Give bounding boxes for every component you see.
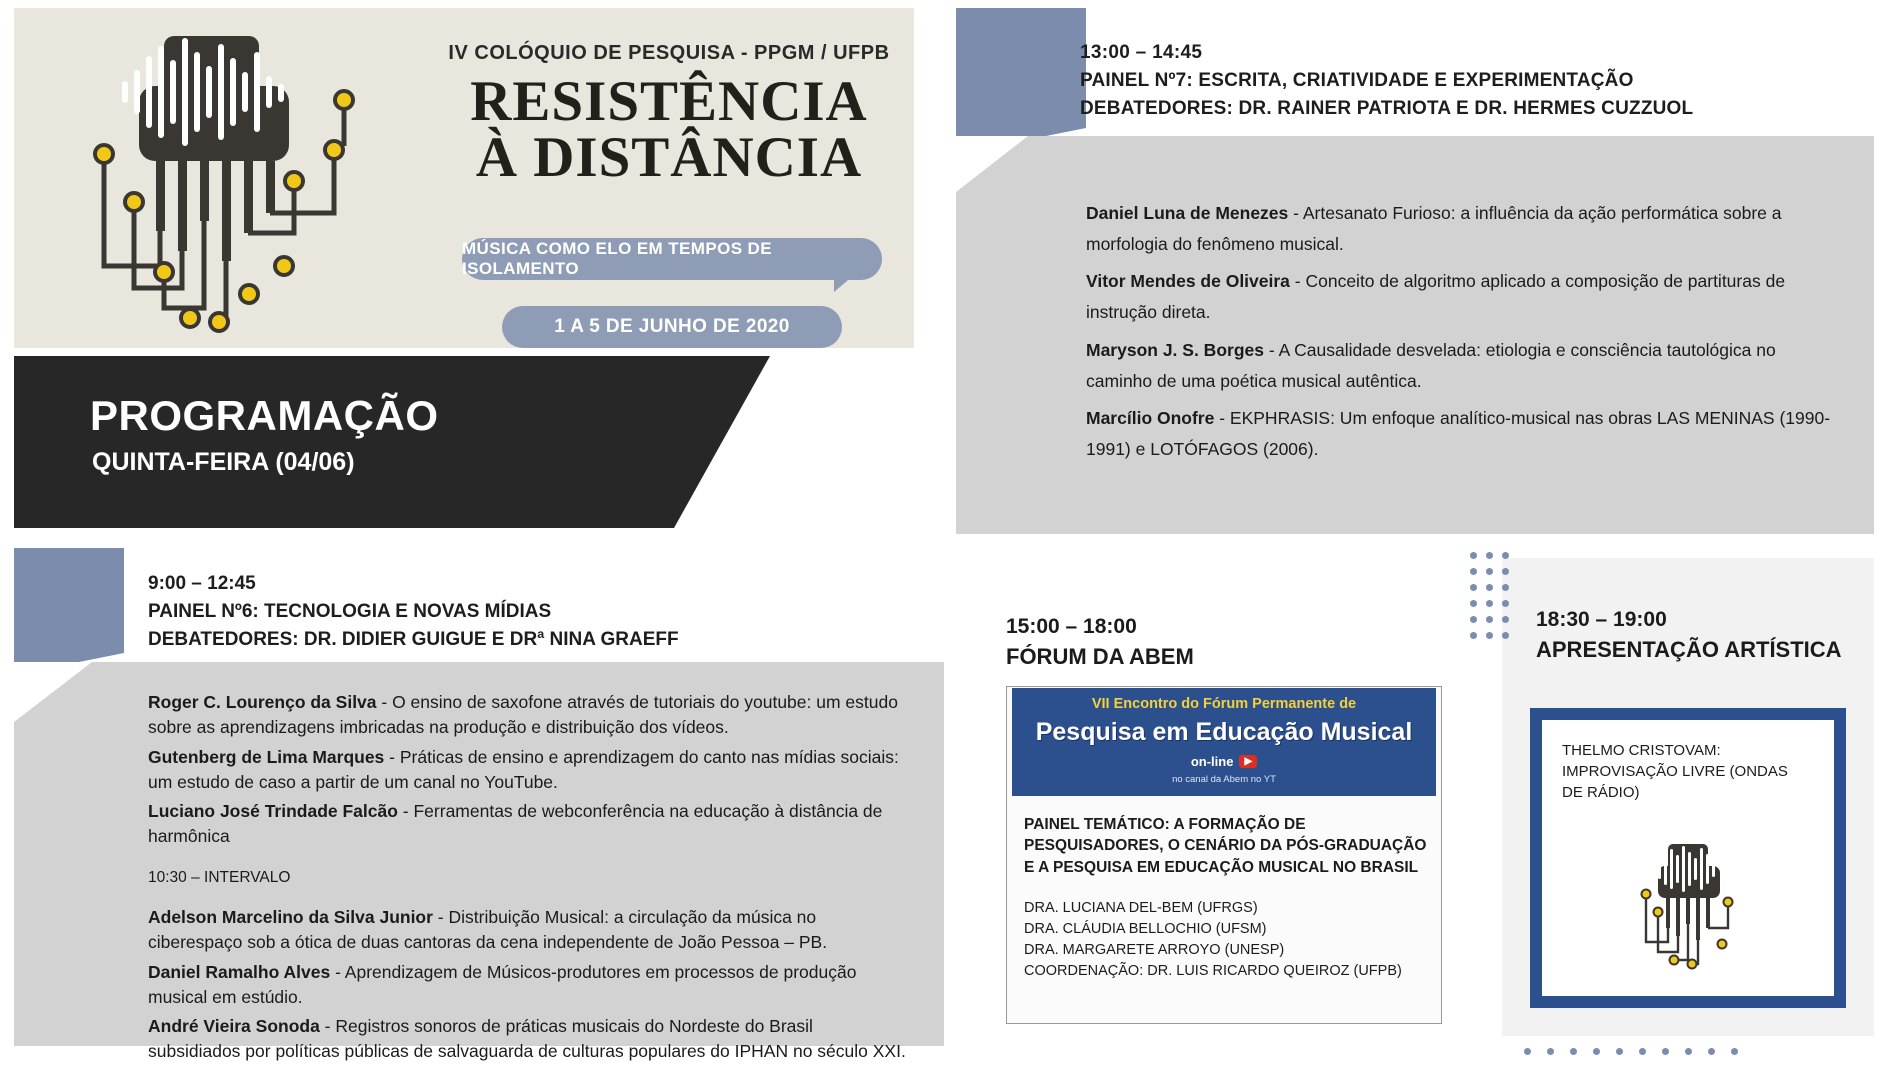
item-text: - Práticas de ensino e aprendizagem do canto nas mídias sociais: um estudo de caso a partir de um canal no YouTube. — [148, 746, 899, 792]
item-author: Daniel Ramalho Alves — [148, 961, 331, 982]
abem-banner-online — [1012, 754, 1436, 769]
artistic-card — [1542, 720, 1834, 996]
abem-theme: PAINEL TEMÁTICO: A FORMAÇÃO DE PESQUISADORES, O CENÁRIO DA PÓS-GRADUAÇÃO E A PESQUISA EM EDUCAÇÃO MUSICAL NO BRASIL — [1024, 816, 1427, 876]
list-item — [1086, 266, 1846, 328]
interval-note: 10:30 – INTERVALO — [148, 869, 291, 887]
item-text: - Distribuição Musical: a circulação da música no ciberespaço sob a ótica de duas cantoras da cena independente de João Pessoa – PB. — [148, 907, 828, 952]
abem-body — [1024, 814, 1428, 982]
item-author: Vitor Mendes de Oliveira — [1086, 271, 1290, 292]
panel6-items — [148, 690, 908, 1069]
item-text: - O ensino de saxofone através de tutoriais do youtube: um estudo sobre as aprendizagens imbricadas na produção e distribuição dos vídeos. — [148, 692, 898, 737]
item-author: Marcílio Onofre — [1086, 407, 1215, 428]
speaker-line: DRA. MARGARETE ARROYO (UNESP) — [1024, 942, 1285, 959]
artistic-time: 18:30 – 19:00 — [1536, 608, 1667, 631]
panel6-debaters-row — [148, 629, 908, 651]
list-item — [148, 690, 908, 740]
speaker-line: DRA. LUCIANA DEL-BEM (UFRGS) — [1024, 900, 1258, 917]
item-author: Gutenberg de Lima Marques — [148, 746, 385, 767]
circuit-music-logo-icon — [44, 26, 404, 336]
panel7-box-wedge — [956, 136, 1028, 192]
program-banner-wedge — [674, 356, 770, 528]
list-item — [148, 1014, 908, 1064]
panel7-items — [1086, 198, 1846, 471]
list-item — [1086, 403, 1846, 465]
list-item — [148, 745, 908, 795]
pill-tail-decoration — [834, 270, 860, 292]
hero-kicker: IV COLÓQUIO DE PESQUISA - PPGM / UFPB — [448, 42, 890, 64]
item-text: - Conceito de algoritmo aplicado a composição de partituras de instrução direta. — [1086, 271, 1786, 323]
item-author: Maryson J. S. Borges — [1086, 339, 1264, 360]
hero-title — [434, 70, 904, 189]
abem-banner-line2: Pesquisa em Educação Musical — [1035, 718, 1413, 746]
hero-banner — [14, 8, 914, 348]
abem-banner-channel: no canal da Abem no YT — [1172, 774, 1276, 785]
item-author: Daniel Luna de Menezes — [1086, 203, 1289, 223]
item-text: - Aprendizagem de Músicos-produtores em processos de produção musical em estúdio. — [148, 961, 857, 1007]
item-author: Luciano José Trindade Falcão — [148, 801, 398, 822]
panel6-debaters: DR. DIDIER GUIGUE E DRª NINA GRAEFF — [303, 629, 679, 650]
hero-artwork-area — [14, 8, 434, 348]
item-text: - A Causalidade desvelada: etiologia e consciência tautológica no caminho de uma poética musical autêntica. — [1086, 339, 1776, 391]
item-author: Roger C. Lourenço da Silva — [148, 692, 377, 712]
artistic-card-frame — [1530, 708, 1846, 1008]
abem-online-label: on-line — [1190, 754, 1234, 769]
panel6-label: PAINEL Nº6: TECNOLOGIA E NOVAS MÍDIAS — [148, 601, 552, 622]
speaker-line: DRA. CLÁUDIA BELLOCHIO (UFSM) — [1024, 921, 1267, 938]
item-text: - Registros sonoros de práticas musicais do Nordeste do Brasil subsidiados por políticas públicas de salvaguarda de culturas populares do IPHAN no século XXI. — [148, 1016, 906, 1062]
panel6-flag-decoration — [14, 548, 124, 653]
page-title: PROGRAMAÇÃO — [90, 392, 439, 439]
panel7-time: 13:00 – 14:45 — [1080, 42, 1203, 63]
item-text: - Artesanato Furioso: a influência da ação performática sobre a morfologia do fenômeno musical. — [1086, 203, 1782, 255]
speaker-line: COORDENAÇÃO: DR. LUIS RICARDO QUEIROZ (UFPB) — [1024, 963, 1402, 980]
artistic-title: APRESENTAÇÃO ARTÍSTICA — [1536, 637, 1842, 662]
list-item — [148, 960, 908, 1010]
hero-text-area — [434, 8, 914, 348]
list-item — [1086, 335, 1846, 397]
panel6-time: 9:00 – 12:45 — [148, 573, 256, 594]
program-banner — [14, 356, 674, 528]
list-item — [1086, 198, 1846, 260]
panel6-box-wedge — [14, 662, 92, 722]
hero-title-line1: RESISTÊNCIA — [470, 70, 868, 133]
item-text: - Ferramentas de webconferência na educação à distância de harmônica — [148, 801, 883, 847]
list-item — [148, 905, 908, 955]
list-item — [148, 799, 908, 849]
abem-banner-line1: VII Encontro do Fórum Permanente de — [1091, 696, 1357, 712]
panel7-flag-decoration — [956, 8, 1086, 128]
hero-date-pill: 1 A 5 DE JUNHO DE 2020 — [502, 306, 842, 348]
youtube-icon: ▶ — [1239, 755, 1257, 768]
panel7-debaters-label: DEBATEDORES: — [1080, 98, 1233, 119]
program-day: QUINTA-FEIRA (04/06) — [92, 448, 355, 476]
artistic-header — [1536, 608, 1842, 663]
dot-grid-decoration — [1470, 552, 1509, 648]
abem-title: FÓRUM DA ABEM — [1006, 644, 1194, 669]
panel7-label: PAINEL Nº7: ESCRITA, CRIATIVIDADE E EXPERIMENTAÇÃO — [1080, 70, 1634, 91]
panel6-header — [148, 573, 908, 651]
dot-row-decoration — [1524, 1048, 1738, 1055]
artistic-caption: THELMO CRISTOVAM: IMPROVISAÇÃO LIVRE (ONDAS DE RÁDIO) — [1562, 742, 1788, 801]
hero-title-line2: À DISTÂNCIA — [475, 125, 863, 189]
abem-time: 15:00 – 18:00 — [1006, 615, 1137, 638]
panel7-debaters: DR. RAINER PATRIOTA E DR. HERMES CUZZUOL — [1238, 98, 1694, 119]
panel7-header — [1080, 42, 1870, 120]
item-author: André Vieira Sonoda — [148, 1016, 320, 1037]
hero-subtitle-pill: MÚSICA COMO ELO EM TEMPOS DE ISOLAMENTO — [462, 238, 882, 280]
abem-banner-image — [1012, 688, 1436, 796]
item-text: - EKPHRASIS: Um enfoque analítico-musical nas obras LAS MENINAS (1990-1991) e LOTÓFAGOS (2006). — [1086, 407, 1831, 459]
item-author: Adelson Marcelino da Silva Junior — [148, 907, 433, 928]
abem-header — [1006, 615, 1194, 670]
panel6-debaters-label: DEBATEDORES: — [148, 629, 299, 650]
abem-speakers — [1024, 898, 1428, 982]
panel7-debaters-row — [1080, 98, 1870, 120]
circuit-music-logo-icon — [1622, 840, 1762, 970]
